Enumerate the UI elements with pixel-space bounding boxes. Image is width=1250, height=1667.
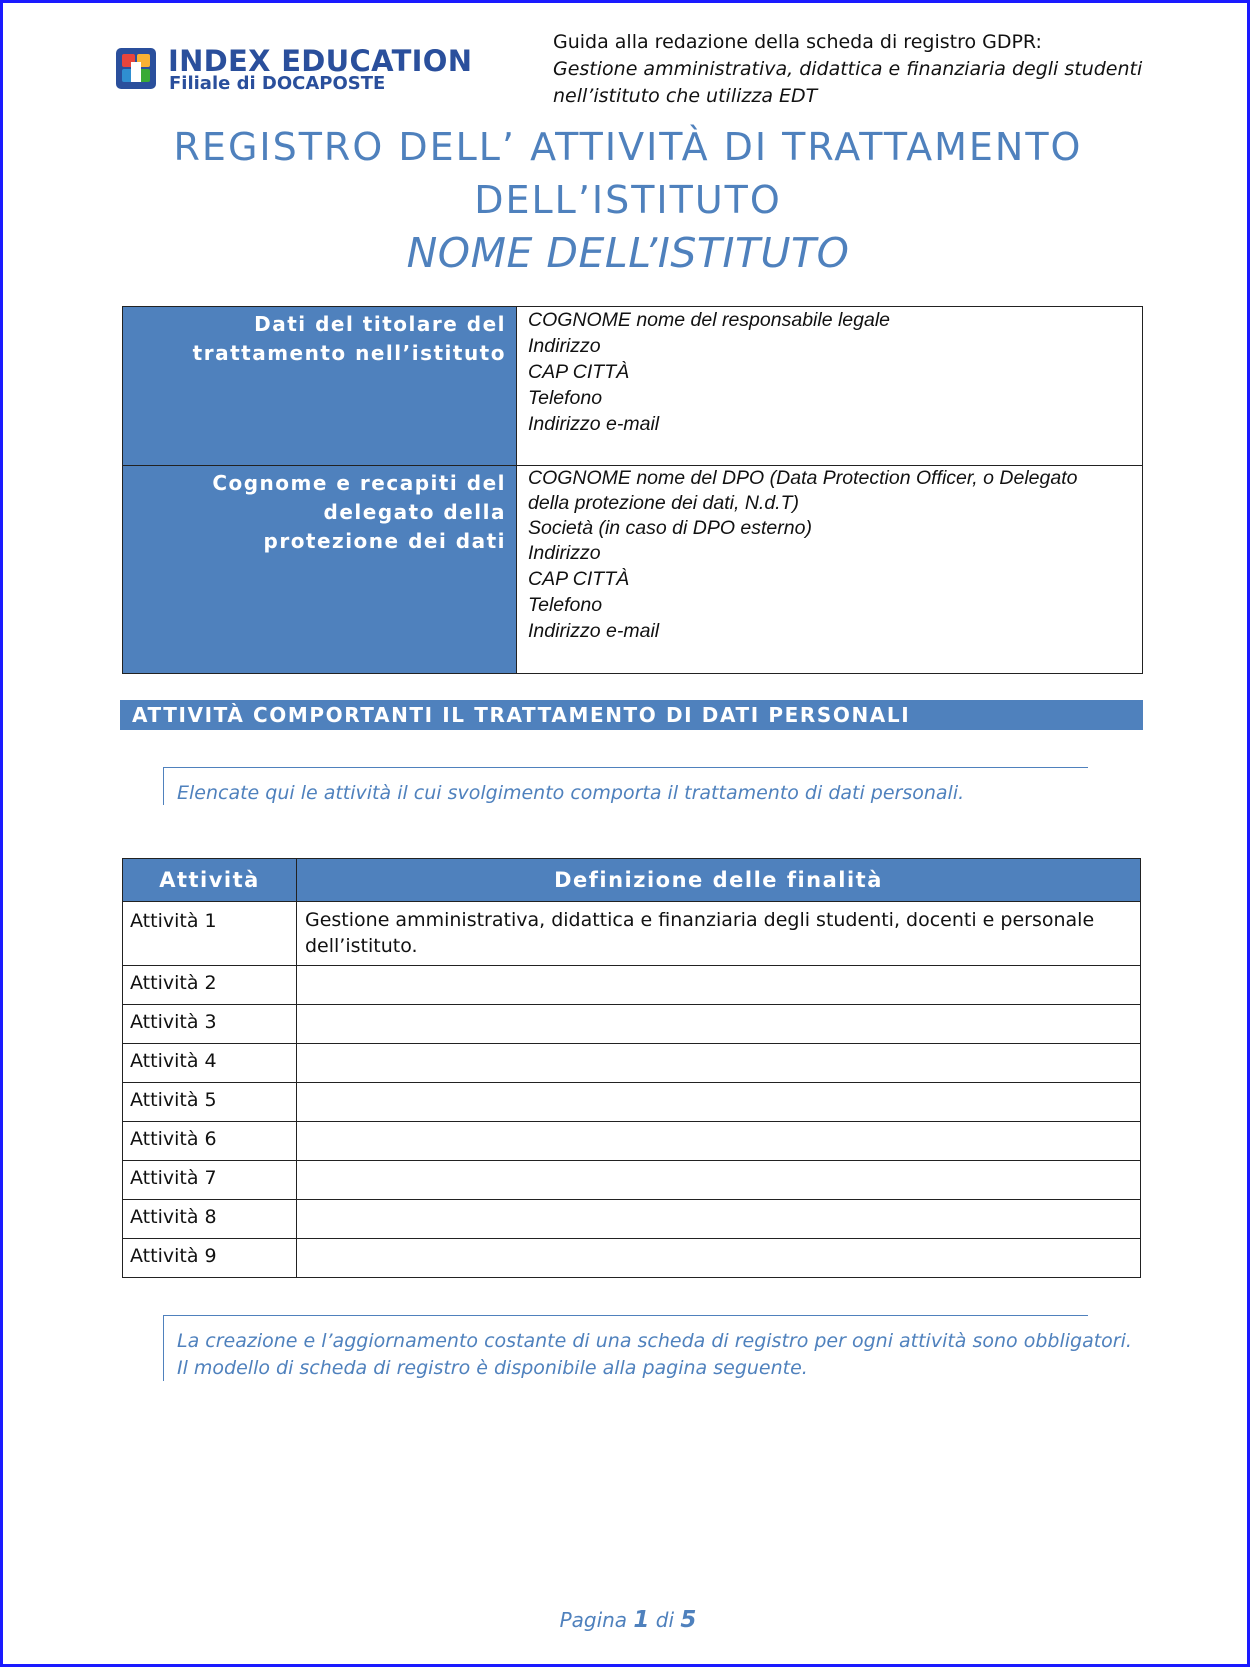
section-heading: ATTIVITÀ COMPORTANTI IL TRATTAMENTO DI DATI PERSONALI <box>120 700 1143 730</box>
controller-row <box>123 307 1143 466</box>
index-education-logo-icon <box>116 48 156 89</box>
activity-name: Attività 1 <box>123 902 297 966</box>
controller-name: COGNOME nome del responsabile legale <box>528 309 891 331</box>
dpo-details <box>517 466 1143 674</box>
dpo-label <box>123 466 517 674</box>
dpo-row <box>123 466 1143 674</box>
instruction-note-text: Elencate qui le attività il cui svolgimento comporta il trattamento di dati personali. <box>177 782 965 804</box>
dpo-label-line-3: protezione dei dati <box>263 529 506 553</box>
activity-purpose[interactable] <box>297 1200 1141 1239</box>
activities-table <box>122 858 1141 1278</box>
column-header-activity: Attività <box>123 859 297 902</box>
controller-label-line-1: Dati del titolare del <box>254 312 506 336</box>
column-header-purpose: Definizione delle finalità <box>297 859 1141 902</box>
page-title <box>3 121 1250 280</box>
dpo-company: Società (in caso di DPO esterno) <box>528 517 812 539</box>
logo-title: INDEX EDUCATION <box>168 44 473 78</box>
table-row <box>123 1161 1141 1200</box>
activity-name: Attività 8 <box>123 1200 297 1239</box>
guide-line-2: Gestione amministrativa, didattica e finanziaria degli studenti <box>553 58 1143 80</box>
logo-subtitle: Filiale di DOCAPOSTE <box>169 73 386 94</box>
dpo-name-line-2: della protezione dei dati, N.d.T) <box>528 492 799 514</box>
title-line-1: REGISTRO DELL’ ATTIVITÀ DI TRATTAMENTO <box>173 125 1083 169</box>
dpo-phone: Telefono <box>528 594 603 616</box>
table-row <box>123 1122 1141 1161</box>
title-line-2: DELL’ISTITUTO <box>474 178 782 222</box>
activity-purpose-line-2: dell’istituto. <box>305 935 418 957</box>
controller-details <box>517 307 1143 466</box>
activity-name: Attività 5 <box>123 1083 297 1122</box>
obligation-note-line-1: La creazione e l’aggiornamento costante di una scheda di registro per ogni attività sono obbligatori. <box>177 1330 1132 1352</box>
obligation-note <box>163 1315 1132 1381</box>
activity-name: Attività 9 <box>123 1239 297 1278</box>
table-row <box>123 1083 1141 1122</box>
activity-name: Attività 6 <box>123 1122 297 1161</box>
controller-city: CAP CITTÀ <box>528 361 630 383</box>
activity-name: Attività 7 <box>123 1161 297 1200</box>
table-row <box>123 1044 1141 1083</box>
table-row <box>123 1005 1141 1044</box>
dpo-label-line-2: delegato della <box>323 500 506 524</box>
table-row <box>123 966 1141 1005</box>
activity-purpose[interactable] <box>297 966 1141 1005</box>
activity-purpose[interactable] <box>297 1044 1141 1083</box>
contact-table <box>122 306 1143 674</box>
dpo-email: Indirizzo e-mail <box>528 620 660 642</box>
guide-caption <box>553 29 1233 110</box>
page-number <box>3 1607 1250 1633</box>
controller-label <box>123 307 517 466</box>
activities-header-row <box>123 859 1141 902</box>
index-education-logo <box>116 44 486 94</box>
table-row <box>123 1200 1141 1239</box>
activity-name: Attività 4 <box>123 1044 297 1083</box>
total-pages: 5 <box>680 1607 697 1633</box>
table-row <box>123 902 1141 966</box>
controller-label-line-2: trattamento nell’istituto <box>192 341 506 365</box>
activity-purpose <box>297 902 1141 966</box>
dpo-label-line-1: Cognome e recapiti del <box>212 471 506 495</box>
activity-name: Attività 3 <box>123 1005 297 1044</box>
table-row <box>123 1239 1141 1278</box>
guide-line-3: nell’istituto che utilizza EDT <box>553 85 818 107</box>
dpo-address: Indirizzo <box>528 542 601 564</box>
obligation-note-line-2: Il modello di scheda di registro è disponibile alla pagina seguente. <box>177 1357 808 1379</box>
page-number-of: di <box>655 1608 675 1632</box>
page-number-prefix: Pagina <box>559 1608 628 1632</box>
activity-name: Attività 2 <box>123 966 297 1005</box>
dpo-name-line-1: COGNOME nome del DPO (Data Protection Officer, o Delegato <box>528 467 1078 489</box>
activity-purpose[interactable] <box>297 1161 1141 1200</box>
guide-line-1: Guida alla redazione della scheda di registro GDPR: <box>553 31 1042 53</box>
activity-purpose[interactable] <box>297 1005 1141 1044</box>
instruction-note <box>163 767 1088 805</box>
dpo-city: CAP CITTÀ <box>528 568 630 590</box>
activity-purpose-line-1: Gestione amministrativa, didattica e finanziaria degli studenti, docenti e personale <box>305 909 1095 931</box>
controller-phone: Telefono <box>528 387 603 409</box>
activity-purpose[interactable] <box>297 1239 1141 1278</box>
current-page: 1 <box>633 1607 650 1633</box>
institute-name: NOME DELL’ISTITUTO <box>406 229 850 277</box>
activity-purpose[interactable] <box>297 1083 1141 1122</box>
controller-address: Indirizzo <box>528 335 601 357</box>
controller-email: Indirizzo e-mail <box>528 413 660 435</box>
activity-purpose[interactable] <box>297 1122 1141 1161</box>
